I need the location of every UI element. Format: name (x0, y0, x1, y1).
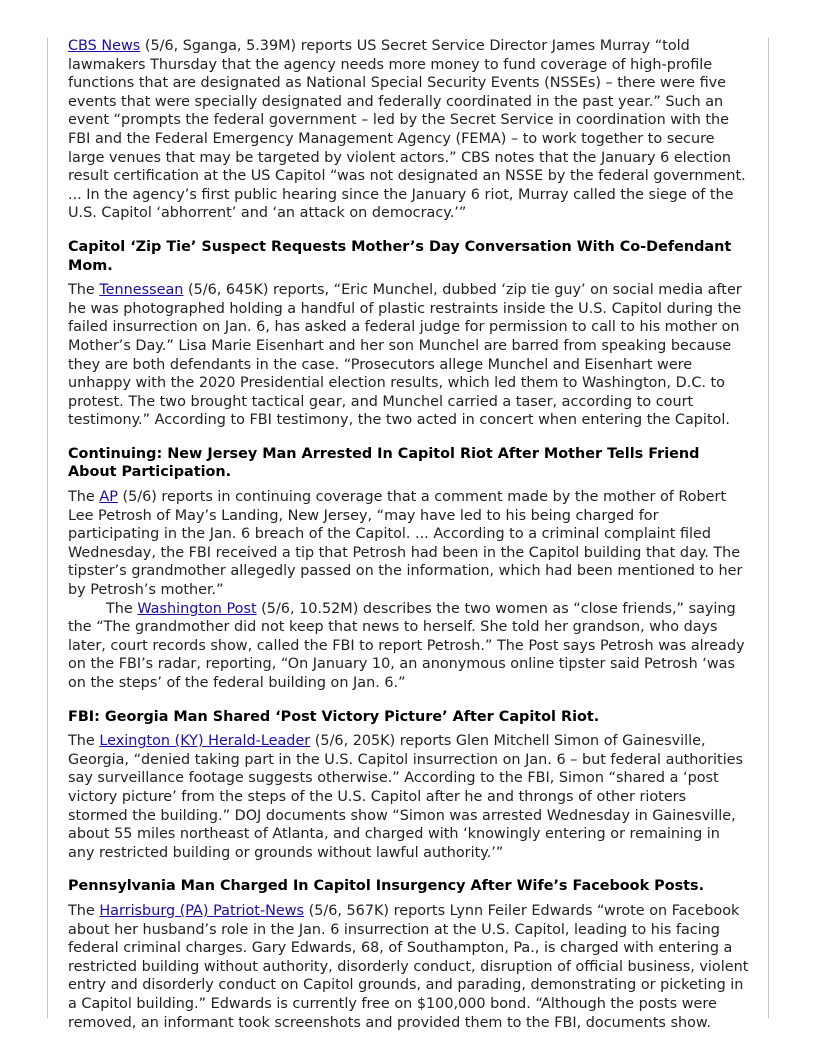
article-headline: Continuing: New Jersey Man Arrested In Capitol Riot After Mother Tells Friend About Participation. (68, 445, 700, 481)
article-georgia (68, 708, 750, 863)
paragraph-lead: The (68, 282, 100, 299)
left-margin-rule (47, 38, 48, 1018)
paragraph-text: (5/6, 645K) reports, “Eric Munchel, dubbed ‘zip tie guy’ on social media after he was photographed holding a handful of plastic restraints inside the U.S. Capitol during the failed insurrection on Jan. 6, has asked a federal judge for permission to call to his mother on Mother’s Day.” Lisa Marie Eisenhart and her son Munchel are barred from speaking because they are both defendants in the case. “Prosecutors allege Munchel and Eisenhart were unhappy with the 2020 Presidential election results, which led them to Washington, D.C. to protest. The two brought tactical gear, and Munchel carried a taser, according to court testimony.” According to FBI testimony, the two acted in concert when entering the Capitol. (68, 282, 742, 429)
right-margin-rule (768, 38, 769, 1018)
article-headline: Pennsylvania Man Charged In Capitol Insurgency After Wife’s Facebook Posts. (68, 878, 705, 895)
source-link-herald-leader[interactable]: Lexington (KY) Herald-Leader (99, 733, 311, 750)
article-pennsylvania (68, 877, 750, 1032)
article-headline: FBI: Georgia Man Shared ‘Post Victory Picture’ After Capitol Riot. (68, 708, 600, 725)
source-link-ap[interactable]: AP (99, 489, 118, 506)
article-new-jersey (68, 445, 750, 693)
article-paragraph (68, 281, 750, 430)
article-paragraph (68, 37, 750, 223)
document-body (68, 37, 750, 1032)
article-headline: Capitol ‘Zip Tie’ Suspect Requests Mother’s Day Conversation With Co-Defendant Mom. (68, 238, 732, 274)
paragraph-text: (5/6) reports in continuing coverage that a comment made by the mother of Robert Lee Petrosh of May’s Landing, New Jersey, “may have led to his being charged for participating in the Jan. 6 breach of the Capitol. ... According to a criminal complaint filed Wednesday, the FBI received a tip that Petrosh had been in the Capitol building that day. The tipster’s grandmother allegedly passed on the information, which had been mentioned to her by Petrosh’s mother.” (68, 489, 743, 599)
paragraph-lead: The (106, 600, 138, 617)
article-paragraph (68, 488, 750, 600)
article-paragraph (68, 732, 750, 862)
paragraph-text: (5/6, 10.52M) describes the two women as “close friends,” saying the “The grandmother did not keep that news to herself. She told her grandson, who days later, court records show, called the FBI to report Petrosh.” The Post says Petrosh was already on the FBI’s radar, reporting, “On January 10, an anonymous online tipster said Petrosh ‘was on the steps’ of the federal building on Jan. 6.” (68, 600, 745, 691)
source-link-washington-post[interactable]: Washington Post (137, 600, 257, 617)
source-link-tennessean[interactable]: Tennessean (99, 282, 184, 299)
paragraph-lead: The (68, 733, 100, 750)
article-paragraph (68, 902, 750, 1032)
paragraph-text: (5/6, 205K) reports Glen Mitchell Simon of Gainesville, Georgia, “denied taking part in the U.S. Capitol insurrection on Jan. 6 – but federal authorities say surveillance footage suggests otherwise.” According to the FBI, Simon “shared a ‘post victory picture’ from the steps of the U.S. Capitol after he and throngs of other rioters stormed the building.” DOJ documents show “Simon was arrested Wednesday in Gainesville, about 55 miles northeast of Atlanta, and charged with ‘knowingly entering or remaining in any restricted building or grounds without lawful authority.’” (68, 733, 744, 861)
article-paragraph (68, 600, 750, 693)
paragraph-lead: The (68, 489, 100, 506)
source-link-cbs-news[interactable]: CBS News (68, 38, 141, 54)
paragraph-lead: The (68, 902, 100, 919)
article-secret-service (68, 37, 750, 223)
article-zip-tie (68, 238, 750, 430)
paragraph-text: (5/6, Sganga, 5.39M) reports US Secret Service Director James Murray “told lawmakers Thursday that the agency needs more money to fund coverage of high-profile functions that are designated as National Special Security Events (NSSEs) – there were five events that were specially designated and federally coordinated in the past year.” Such an event “prompts the federal government – led by the Secret Service in coordination with the FBI and the Federal Emergency Management Agency (FEMA) – to work together to secure large venues that may be targeted by violent actors.” CBS notes that the January 6 election result certification at the US Capitol “was not designated an NSSE by the federal government. ... In the agency’s first public hearing since the January 6 riot, Murray called the siege of the U.S. Capitol ‘abhorrent’ and ‘an attack on democracy.’” (68, 38, 746, 222)
paragraph-text: (5/6, 567K) reports Lynn Feiler Edwards “wrote on Facebook about her husband’s role in the Jan. 6 insurrection at the U.S. Capitol, leading to his facing federal criminal charges. Gary Edwards, 68, of Southampton, Pa., is charged with entering a restricted building without authority, disorderly conduct, disruption of official business, violent entry and disorderly conduct on Capitol grounds, and parading, demonstrating or picketing in a Capitol building.” Edwards is currently free on $100,000 bond. “Although the posts were removed, an informant took screenshots and provided them to the FBI, documents show. (68, 902, 749, 1031)
source-link-patriot-news[interactable]: Harrisburg (PA) Patriot-News (99, 902, 305, 919)
